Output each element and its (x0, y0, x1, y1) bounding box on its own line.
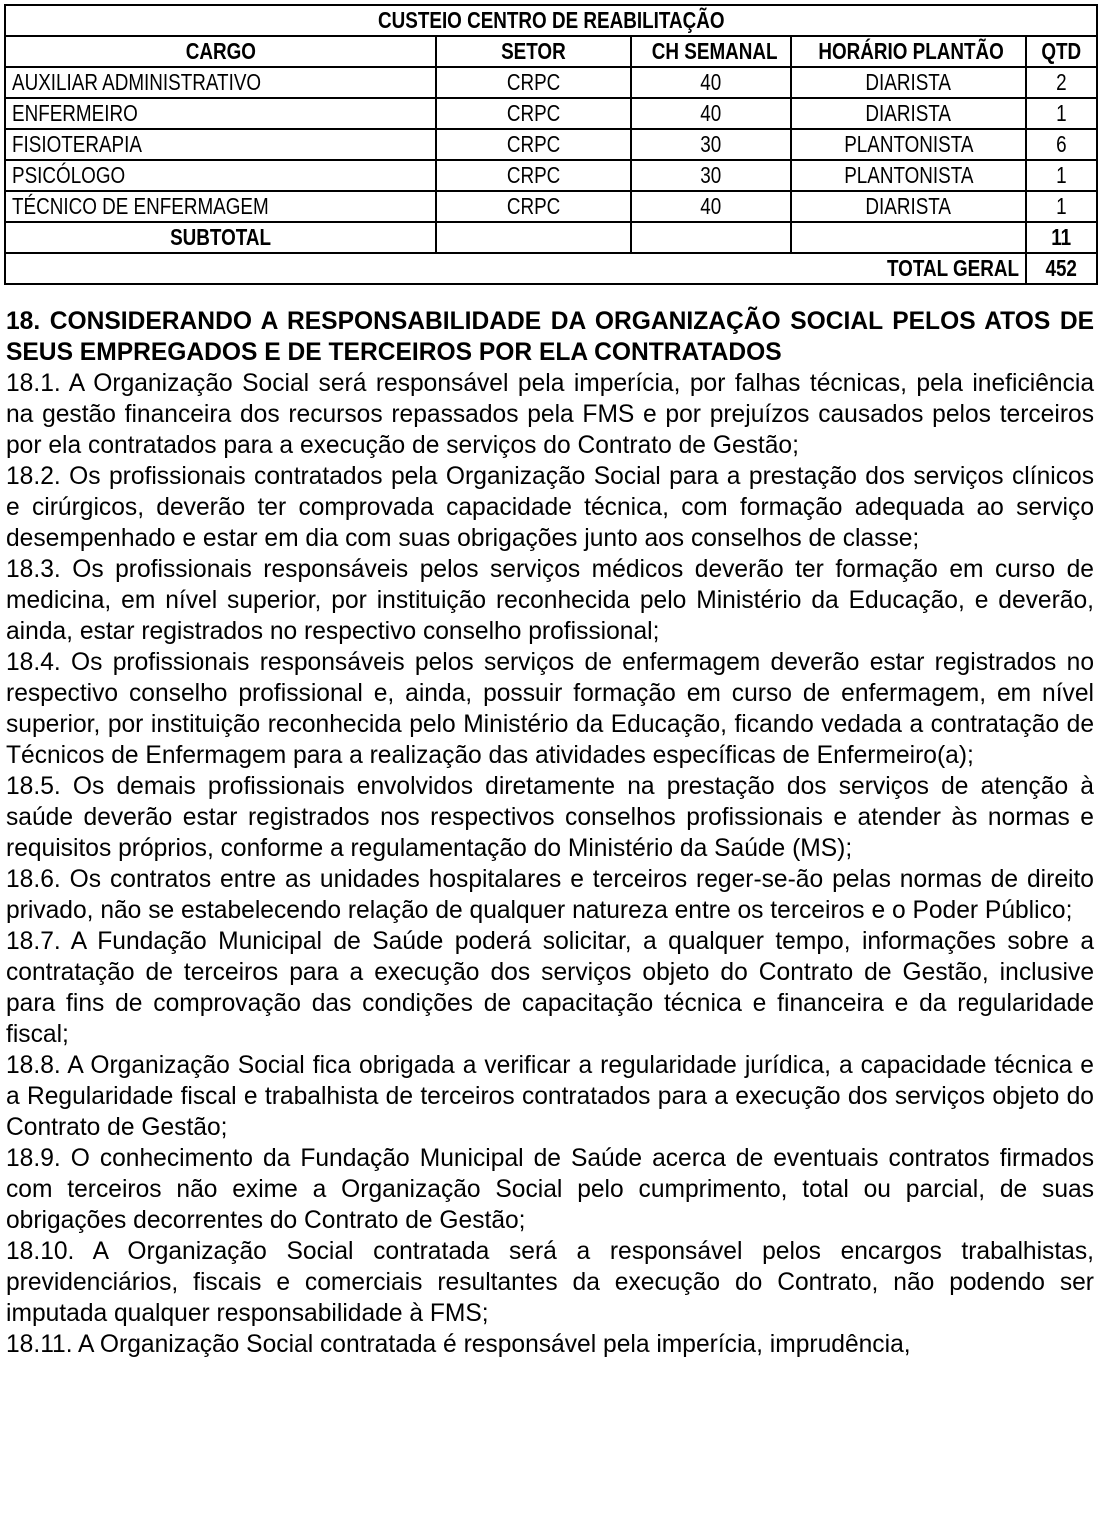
table-row (5, 160, 1097, 191)
total-label: TOTAL GERAL (886, 255, 1019, 281)
cell-setor: CRPC (506, 69, 561, 95)
paragraph-18-2: 18.2. Os profissionais contratados pela Organização Social para a prestação dos serviços clínicos e cirúrgicos, deverão ter comprovada capacidade técnica, com formação adequada ao serviço desempenhado e estar em dia com suas obrigações junto aos conselhos de classe; (6, 463, 1094, 552)
cell-setor: CRPC (506, 193, 561, 219)
cell-cargo: AUXILIAR ADMINISTRATIVO (12, 69, 262, 95)
cell-cargo: FISIOTERAPIA (12, 131, 142, 157)
cell-ch-semanal: 30 (700, 162, 722, 188)
paragraph-18-7: 18.7. A Fundação Municipal de Saúde poderá solicitar, a qualquer tempo, informações sobre a contratação de terceiros para a execução dos serviços objeto do Contrato de Gestão, inclusive para fins de comprovação das condições de capacitação técnica e financeira e da regularidade fiscal; (6, 928, 1094, 1048)
cell-cargo: PSICÓLOGO (12, 162, 126, 188)
column-header-horario-plantao: HORÁRIO PLANTÃO (818, 38, 1004, 64)
paragraph-18-11: 18.11. A Organização Social contratada é responsável pela imperícia, imprudência, (6, 1331, 911, 1358)
cell-horario-plantao: DIARISTA (865, 193, 952, 219)
table-row (5, 98, 1097, 129)
column-header-setor: SETOR (501, 38, 566, 64)
paragraph-18-5: 18.5. Os demais profissionais envolvidos diretamente na prestação dos serviços de atenção à saúde deverão estar registrados nos respectivos conselhos profissionais e atender às normas e requisitos próprios, conforme a regulamentação do Ministério da Saúde (MS); (6, 773, 1094, 862)
cell-qtd: 2 (1056, 69, 1067, 95)
section-heading: 18. CONSIDERANDO A RESPONSABILIDADE DA ORGANIZAÇÃO SOCIAL PELOS ATOS DE SEUS EMPREGADOS E DE TERCEIROS POR ELA CONTRATADOS (6, 308, 1094, 366)
cell-ch-semanal: 40 (700, 100, 722, 126)
cell-setor: CRPC (506, 100, 561, 126)
cell-ch-semanal: 40 (700, 193, 722, 219)
cell-cargo: ENFERMEIRO (12, 100, 138, 126)
cell-cargo: TÉCNICO DE ENFERMAGEM (12, 193, 269, 219)
staff-cost-table (4, 4, 1098, 285)
paragraph-18-10: 18.10. A Organização Social contratada será a responsável pelos encargos trabalhistas, previdenciários, fiscais e comerciais resultantes da execução do Contrato, não podendo ser imputada qualquer responsabilidade à FMS; (6, 1238, 1094, 1327)
cell-setor: CRPC (506, 131, 561, 157)
paragraph-18-9: 18.9. O conhecimento da Fundação Municipal de Saúde acerca de eventuais contratos firmados com terceiros não exime a Organização Social pelo cumprimento, total ou parcial, de suas obrigações decorrentes do Contrato de Gestão; (6, 1145, 1094, 1234)
subtotal-label: SUBTOTAL (170, 224, 271, 250)
cell-horario-plantao: DIARISTA (865, 69, 952, 95)
table-row (5, 191, 1097, 222)
cell-qtd: 1 (1056, 193, 1067, 219)
column-header-ch-semanal: CH SEMANAL (651, 38, 778, 64)
table-row (5, 129, 1097, 160)
total-value: 452 (1045, 255, 1078, 281)
paragraph-18-8: 18.8. A Organização Social fica obrigada a verificar a regularidade jurídica, a capacidade técnica e a Regularidade fiscal e trabalhista de terceiros contratados para a execução dos serviços objeto do Contrato de Gestão; (6, 1052, 1094, 1141)
cell-qtd: 6 (1056, 131, 1067, 157)
paragraph-18-6: 18.6. Os contratos entre as unidades hospitalares e terceiros reger-se-ão pelas normas de direito privado, não se estabelecendo relação de qualquer natureza entre os terceiros e o Poder Público; (6, 866, 1094, 924)
cell-ch-semanal: 30 (700, 131, 722, 157)
table-header-row (5, 36, 1097, 67)
subtotal-row (5, 222, 1097, 253)
total-row (5, 253, 1097, 284)
table-title-row (5, 5, 1097, 36)
cell-horario-plantao: DIARISTA (865, 100, 952, 126)
cell-horario-plantao: PLANTONISTA (843, 131, 974, 157)
cell-horario-plantao: PLANTONISTA (843, 162, 974, 188)
paragraph-18-4: 18.4. Os profissionais responsáveis pelos serviços de enfermagem deverão estar registrados no respectivo conselho profissional e, ainda, possuir formação em curso de enfermagem, em nível superior, por instituição reconhecida pelo Ministério da Educação, ficando vedada a contratação de Técnicos de Enfermagem para a realização das atividades específicas de Enfermeiro(a); (6, 649, 1094, 769)
paragraph-18-3: 18.3. Os profissionais responsáveis pelos serviços médicos deverão ter formação em curso de medicina, em nível superior, por instituição reconhecida pelo Ministério da Educação, e deverão, ainda, estar registrados no respectivo conselho profissional; (6, 556, 1094, 645)
subtotal-value: 11 (1051, 224, 1072, 250)
cell-setor: CRPC (506, 162, 561, 188)
table-title: CUSTEIO CENTRO DE REABILITAÇÃO (377, 7, 725, 33)
cell-ch-semanal: 40 (700, 69, 722, 95)
table-row (5, 67, 1097, 98)
cell-qtd: 1 (1056, 100, 1067, 126)
column-header-cargo: CARGO (185, 38, 256, 64)
cell-qtd: 1 (1056, 162, 1067, 188)
paragraph-18-1: 18.1. A Organização Social será responsável pela imperícia, por falhas técnicas, pela ineficiência na gestão financeira dos recursos repassados pela FMS e por prejuízos causados pelos terceiros por ela contratados para a execução de serviços do Contrato de Gestão; (6, 370, 1094, 459)
section-18 (6, 306, 1094, 1360)
column-header-qtd: QTD (1041, 38, 1082, 64)
